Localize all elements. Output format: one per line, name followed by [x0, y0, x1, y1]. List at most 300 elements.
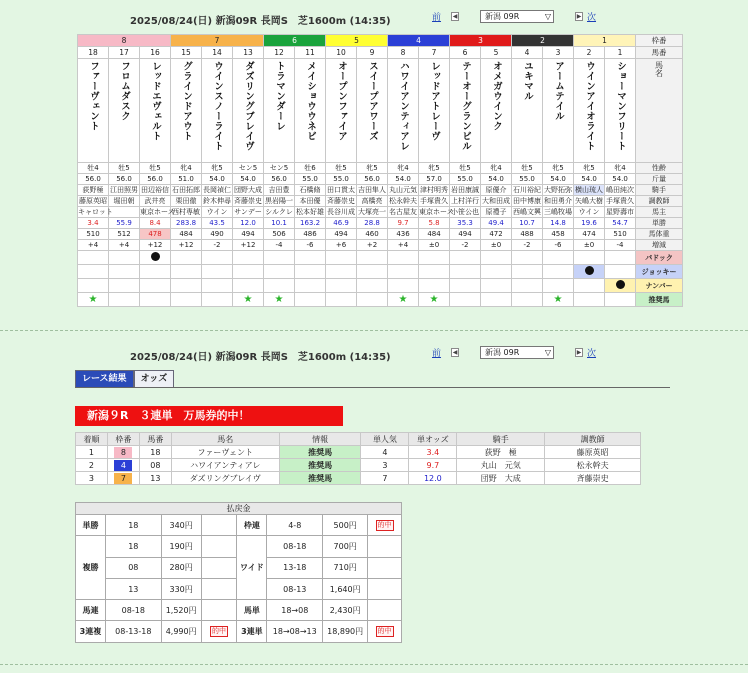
- horse-sex-age: 牡5: [450, 163, 481, 174]
- payout-wakuren-num: 4-8: [267, 515, 323, 536]
- payout-sanrenpuku-label: 3連複: [76, 621, 106, 642]
- horse-weight: 54.0: [481, 174, 512, 185]
- payout-umatan-label: 馬単: [237, 600, 267, 621]
- horse-body: 472: [481, 229, 512, 240]
- horse-number: 9: [357, 47, 388, 59]
- horse-odds[interactable]: 49.4: [481, 218, 512, 229]
- horse-name[interactable]: [140, 59, 171, 163]
- horse-number: 7: [419, 47, 450, 59]
- result-trainer[interactable]: 藤原英昭: [545, 446, 641, 459]
- mark-paddock: [357, 251, 388, 265]
- mark-jockey: [264, 265, 295, 279]
- hit-badge: 的中: [211, 627, 226, 636]
- horse-name[interactable]: [202, 59, 233, 163]
- horse-name-text[interactable]: オメガウインク: [491, 61, 503, 131]
- horse-jockey[interactable]: 原優介: [481, 185, 512, 196]
- horse-number: 18: [78, 47, 109, 59]
- mark-paddock: [233, 251, 264, 265]
- horse-name-text[interactable]: スイープアワーズ: [367, 61, 379, 141]
- horse-name-text[interactable]: ウインアイオライト: [584, 61, 596, 151]
- horse-odds[interactable]: 163.2: [295, 218, 326, 229]
- horse-odds[interactable]: 55.9: [109, 218, 140, 229]
- row-label-owner: 馬主: [636, 207, 683, 218]
- horse-name-text[interactable]: ユキマル: [522, 61, 534, 101]
- horse-odds[interactable]: 35.3: [450, 218, 481, 229]
- horse-owner: [109, 207, 140, 218]
- mark-jockey: [171, 265, 202, 279]
- horse-body: 490: [202, 229, 233, 240]
- horse-name[interactable]: [171, 59, 202, 163]
- horse-weight: 56.0: [140, 174, 171, 185]
- horse-jockey[interactable]: 長岡禎仁: [203, 186, 232, 194]
- horse-diff: +12: [140, 240, 171, 251]
- mark-number: [543, 279, 574, 293]
- horse-body: 486: [295, 229, 326, 240]
- horse-odds[interactable]: 10.1: [264, 218, 295, 229]
- payout-fukusho-pay: 190円: [161, 536, 201, 557]
- horse-weight: 57.0: [419, 174, 450, 185]
- payout-fukusho-num: 18: [105, 536, 161, 557]
- result-prev-arrow-icon[interactable]: ◀: [452, 349, 458, 356]
- bottom-divider: [0, 664, 748, 665]
- result-number: 13: [139, 472, 171, 485]
- horse-sex-age: 牝5: [574, 163, 605, 174]
- payout-wide-num: 08-13: [267, 578, 323, 599]
- mark-recommended: [264, 293, 295, 307]
- horse-name-text[interactable]: アームテイル: [553, 61, 565, 121]
- mark-jockey: [109, 265, 140, 279]
- horse-trainer[interactable]: 松永幹夫: [389, 197, 418, 205]
- horse-sex-age: 牡5: [109, 163, 140, 174]
- horse-diff: ±0: [574, 240, 605, 251]
- waku-badge: 8: [114, 447, 132, 458]
- result-jockey[interactable]: 荻野 極: [457, 446, 545, 459]
- horse-number: 15: [171, 47, 202, 59]
- horse-name[interactable]: [295, 59, 326, 163]
- horse-name[interactable]: [512, 59, 543, 163]
- mark-number: [109, 279, 140, 293]
- payout-umatan-num: 18→08: [267, 600, 323, 621]
- result-rank: 2: [76, 459, 108, 472]
- result-header-cell: 着順: [76, 433, 108, 446]
- horse-name-text[interactable]: グラインドアウト: [181, 61, 193, 141]
- horse-trainer[interactable]: 藤原英昭: [79, 197, 107, 205]
- horse-jockey[interactable]: 石川裕紀: [513, 186, 542, 194]
- horse-diff: +12: [233, 240, 264, 251]
- horse-body: 436: [388, 229, 419, 240]
- horse-weight: 54.0: [574, 174, 605, 185]
- horse-jockey[interactable]: 岩田康誠: [451, 186, 480, 194]
- horse-trainer[interactable]: 斉藤崇史: [234, 197, 263, 205]
- mark-paddock: [605, 251, 636, 265]
- horse-weight: 55.0: [326, 174, 357, 185]
- prev-race-link[interactable]: 前: [432, 13, 442, 23]
- horse-sex-age: セン5: [264, 163, 295, 174]
- section-divider: [0, 330, 748, 331]
- horse-jockey[interactable]: 江田照男: [110, 186, 138, 194]
- waku-5: 5: [326, 35, 388, 47]
- horse-body: 494: [326, 229, 357, 240]
- payout-wide-pay: 1,640円: [323, 578, 368, 599]
- hit-badge: 的中: [377, 520, 392, 529]
- mark-jockey: [78, 265, 109, 279]
- horse-jockey[interactable]: 津村明秀: [420, 186, 449, 194]
- mark-recommended: [295, 293, 326, 307]
- result-header-cell: 枠番: [107, 433, 139, 446]
- mark-recommended: [605, 293, 636, 307]
- mark-number: [574, 279, 605, 293]
- horse-number: 16: [140, 47, 171, 59]
- payout-wide-hit: [368, 536, 402, 557]
- horse-odds[interactable]: 19.6: [574, 218, 605, 229]
- horse-name[interactable]: [419, 59, 450, 163]
- horse-name[interactable]: [233, 59, 264, 163]
- waku-badge: 7: [114, 473, 132, 484]
- horse-odds[interactable]: 9.7: [388, 218, 419, 229]
- horse-name[interactable]: [481, 59, 512, 163]
- horse-name[interactable]: [326, 59, 357, 163]
- result-tabs: [75, 370, 174, 388]
- horse-odds[interactable]: 5.8: [419, 218, 450, 229]
- horse-trainer[interactable]: 手塚貴久: [420, 197, 449, 205]
- horse-name-text[interactable]: ダズリングブレイヴ: [243, 61, 255, 151]
- horse-owner: 西嶋文興: [513, 208, 542, 216]
- race-select[interactable]: 新潟 09R ▽: [480, 10, 554, 23]
- horse-sex-age: 牡6: [295, 163, 326, 174]
- payout-title: 払戻金: [76, 503, 402, 515]
- payout-wide-num: 08-18: [267, 536, 323, 557]
- horse-name-text[interactable]: オープンファイア: [336, 61, 348, 141]
- star-icon: ★: [243, 293, 253, 305]
- horse-diff: +6: [326, 240, 357, 251]
- result-number: 08: [139, 459, 171, 472]
- result-prev-link[interactable]: 前: [432, 349, 442, 359]
- result-next-link[interactable]: 次: [587, 349, 597, 359]
- mark-paddock: [388, 251, 419, 265]
- horse-sex-age: 牡4: [78, 163, 109, 174]
- mark-paddock: [109, 251, 140, 265]
- horse-owner: 西村専敏: [172, 208, 201, 216]
- result-odds: 3.4: [409, 446, 457, 459]
- tab-odds[interactable]: オッズ: [134, 370, 175, 388]
- horse-name[interactable]: [357, 59, 388, 163]
- mark-number: [171, 279, 202, 293]
- result-jockey[interactable]: 丸山 元気: [457, 459, 545, 472]
- mark-number: [357, 279, 388, 293]
- horse-sex-age: 牡5: [512, 163, 543, 174]
- result-odds: 9.7: [409, 459, 457, 472]
- horse-name-text[interactable]: ファーヴェント: [88, 61, 99, 131]
- horse-diff: ±0: [419, 240, 450, 251]
- result-trainer[interactable]: 松永幹夫: [545, 459, 641, 472]
- row-label-body: 馬体重: [636, 229, 683, 240]
- horse-trainer[interactable]: 武井亮: [140, 196, 171, 207]
- hit-badge: 的中: [377, 627, 392, 636]
- horse-body: 506: [264, 229, 295, 240]
- horse-sex-age: 牝5: [202, 163, 233, 174]
- payout-wide-pay: 700円: [323, 536, 368, 557]
- horse-jockey[interactable]: 田口貫太: [327, 186, 356, 194]
- horse-jockey[interactable]: 団野大成: [234, 186, 263, 194]
- name-label-text: 馬名: [654, 61, 664, 77]
- horse-owner: キャロット: [78, 208, 113, 216]
- horse-body: 488: [512, 229, 543, 240]
- horse-body: 510: [78, 229, 109, 240]
- payout-wide-label: ワイド: [237, 536, 267, 600]
- horse-name[interactable]: [543, 59, 574, 163]
- horse-name-text[interactable]: レッドエヴェルト: [150, 61, 161, 141]
- horse-weight: 55.0: [512, 174, 543, 185]
- horse-number: 8: [388, 47, 419, 59]
- horse-jockey[interactable]: 吉田豊: [264, 185, 295, 196]
- row-label-jockey: 騎手: [636, 185, 683, 196]
- horse-diff: +4: [388, 240, 419, 251]
- mark-recommended: [78, 293, 109, 307]
- horse-owner: 原禮子: [481, 207, 512, 218]
- tab-race-result[interactable]: レース結果: [75, 370, 134, 388]
- star-icon: ★: [429, 293, 439, 305]
- horse-odds[interactable]: 3.4: [78, 218, 109, 229]
- mark-number: [605, 279, 636, 293]
- horse-name-text[interactable]: メイショウウネビ: [305, 61, 317, 141]
- horse-name[interactable]: [109, 59, 140, 163]
- horse-trainer[interactable]: 上村洋行: [451, 197, 480, 205]
- result-horse-name[interactable]: ファーヴェント: [171, 446, 279, 459]
- horse-weight: 55.0: [295, 174, 326, 185]
- horse-trainer[interactable]: 手塚貴久: [606, 197, 635, 205]
- horse-owner: 東京ホース: [419, 208, 454, 216]
- payout-tansho-hit: [201, 515, 237, 536]
- result-horse-name[interactable]: ダズリングブレイヴ: [171, 472, 279, 485]
- payout-tansho-num: 18: [105, 515, 161, 536]
- waku-label: 枠番: [636, 35, 683, 47]
- next-race-link[interactable]: 次: [587, 13, 597, 23]
- mark-recommended: [109, 293, 140, 307]
- horse-diff: +4: [78, 240, 109, 251]
- result-table: [75, 432, 641, 485]
- horse-weight: 56.0: [109, 174, 140, 185]
- payout-sanrenpuku-num: 08-13-18: [105, 621, 161, 642]
- horse-name-text[interactable]: ショーマンフリート: [615, 61, 627, 151]
- tag-recommended[interactable]: 推奨馬: [636, 293, 683, 307]
- payout-wide-hit: [368, 557, 402, 578]
- mark-paddock: [326, 251, 357, 265]
- horse-name-text[interactable]: テーオーグランビル: [460, 61, 472, 151]
- result-header-cell: 調教師: [545, 433, 641, 446]
- horse-sex-age: 牝4: [388, 163, 419, 174]
- horse-odds[interactable]: 12.0: [233, 218, 264, 229]
- horse-trainer[interactable]: 黒岩陽一: [265, 197, 294, 205]
- result-waku: [107, 459, 139, 472]
- race-title: 2025/08/24(日) 新潟09R 長岡S 芝1600m (14:35): [130, 16, 391, 27]
- mark-paddock: [481, 251, 512, 265]
- payout-wakuren-label: 枠連: [237, 515, 267, 536]
- horse-number: 5: [481, 47, 512, 59]
- result-info: 推奨馬: [279, 446, 361, 459]
- horse-weight: 55.0: [450, 174, 481, 185]
- horse-odds[interactable]: 54.7: [605, 218, 636, 229]
- horse-body: 494: [233, 229, 264, 240]
- mark-jockey: [450, 265, 481, 279]
- horse-name[interactable]: [450, 59, 481, 163]
- prev-arrow-icon[interactable]: ◀: [452, 13, 458, 20]
- mark-number: [326, 279, 357, 293]
- payout-wide-pay: 710円: [323, 557, 368, 578]
- horse-number: 12: [264, 47, 295, 59]
- payout-fukusho-hit: [201, 578, 237, 599]
- horse-weight: 54.0: [388, 174, 419, 185]
- horse-body: 458: [543, 229, 574, 240]
- payout-wakuren-pay: 500円: [323, 515, 368, 536]
- payout-fukusho-label: 複勝: [76, 536, 106, 600]
- payout-fukusho-pay: 330円: [161, 578, 201, 599]
- horse-name[interactable]: [574, 59, 605, 163]
- row-label-sex-age: 性齢: [636, 163, 683, 174]
- next-arrow-icon[interactable]: ▶: [576, 13, 582, 20]
- result-header: [0, 346, 748, 362]
- mark-paddock: [171, 251, 202, 265]
- horse-weight: 54.0: [202, 174, 233, 185]
- horse-trainer[interactable]: 和田勇介: [544, 197, 573, 205]
- result-trainer[interactable]: 斉藤崇史: [545, 472, 641, 485]
- horse-diff: +4: [109, 240, 140, 251]
- num-label: 馬番: [636, 47, 683, 59]
- horse-jockey[interactable]: 石田拓郎: [172, 186, 201, 194]
- tag-paddock[interactable]: パドック: [636, 251, 683, 265]
- mark-jockey: [202, 265, 233, 279]
- horse-jockey[interactable]: 吉田隼人: [358, 186, 387, 194]
- horse-trainer[interactable]: 大和田成: [482, 197, 511, 205]
- horse-jockey[interactable]: 横山琉人: [575, 186, 604, 194]
- horse-jockey[interactable]: 荻野極: [78, 185, 109, 196]
- horse-jockey[interactable]: 石橋脩: [295, 185, 326, 196]
- mark-number: [419, 279, 450, 293]
- horse-owner: 名古屋友: [389, 208, 418, 216]
- horse-owner: 松本好雄: [296, 208, 325, 216]
- mark-jockey: [481, 265, 512, 279]
- mark-number: [233, 279, 264, 293]
- horse-name[interactable]: [78, 59, 109, 163]
- horse-trainer[interactable]: 田中博康: [513, 197, 542, 205]
- payout-umaren-pay: 1,520円: [161, 600, 201, 621]
- mark-jockey: [388, 265, 419, 279]
- mark-recommended: [326, 293, 357, 307]
- horse-odds[interactable]: 28.8: [357, 218, 388, 229]
- waku-3: 3: [450, 35, 512, 47]
- payout-umaren-num: 08-18: [105, 600, 161, 621]
- mark-recommended: [512, 293, 543, 307]
- horse-diff: +2: [357, 240, 388, 251]
- horse-odds[interactable]: 8.4: [140, 218, 171, 229]
- horse-trainer[interactable]: 本田優: [295, 196, 326, 207]
- horse-odds[interactable]: 43.5: [202, 218, 233, 229]
- horse-sex-age: 牝5: [419, 163, 450, 174]
- result-header-cell: 馬番: [139, 433, 171, 446]
- payout-fukusho-hit: [201, 536, 237, 557]
- horse-sex-age: 牡5: [326, 163, 357, 174]
- horse-trainer[interactable]: 矢嶋大樹: [575, 197, 604, 205]
- row-label-diff: 増減: [636, 240, 683, 251]
- result-horse-name[interactable]: ハワイアンティアレ: [171, 459, 279, 472]
- horse-owner: 大塚亮一: [358, 208, 387, 216]
- horse-name-text[interactable]: トラマンダーレ: [274, 61, 286, 131]
- waku-row: [78, 35, 683, 47]
- mark-jockey: [419, 265, 450, 279]
- payout-umaren-hit: [201, 600, 237, 621]
- mark-jockey: [512, 265, 543, 279]
- payout-umatan-pay: 2,430円: [323, 600, 368, 621]
- horse-diff: -4: [264, 240, 295, 251]
- mark-dot-icon: [151, 252, 160, 261]
- horse-jockey[interactable]: 丸山元気: [389, 186, 418, 194]
- horse-odds[interactable]: 283.8: [171, 218, 202, 229]
- mark-recommended: [357, 293, 388, 307]
- horse-body: 494: [450, 229, 481, 240]
- horse-trainer[interactable]: 鈴木伸尋: [203, 197, 232, 205]
- star-icon: ★: [398, 293, 408, 305]
- mark-jockey: [295, 265, 326, 279]
- horse-weight: 56.0: [78, 174, 109, 185]
- result-jockey[interactable]: 団野 大成: [457, 472, 545, 485]
- horse-trainer[interactable]: 堀田朝: [109, 196, 140, 207]
- horse-diff: +12: [171, 240, 202, 251]
- mark-paddock: [78, 251, 109, 265]
- result-popularity: 4: [361, 446, 409, 459]
- payout-sanrentan-label: 3連単: [237, 621, 267, 642]
- horse-owner: 星野壽市: [606, 208, 635, 216]
- horse-trainer[interactable]: 斉藤崇史: [327, 197, 356, 205]
- horse-trainer[interactable]: 栗田徹: [171, 196, 202, 207]
- result-info: 推奨馬: [279, 472, 361, 485]
- horse-owner: ウイン: [202, 207, 233, 218]
- horse-jockey[interactable]: 田辺裕信: [141, 186, 169, 194]
- waku-badge: 4: [114, 460, 132, 471]
- horse-body: 460: [357, 229, 388, 240]
- mark-jockey: [605, 265, 636, 279]
- horse-name-text[interactable]: フロムダスク: [119, 61, 130, 121]
- horse-diff: -6: [295, 240, 326, 251]
- horse-jockey[interactable]: 大野拓弥: [544, 186, 573, 194]
- mark-paddock: [202, 251, 233, 265]
- horse-name[interactable]: [605, 59, 636, 163]
- horse-odds[interactable]: 14.8: [543, 218, 574, 229]
- horse-name-text[interactable]: ウインスノーライト: [212, 61, 224, 151]
- horse-name[interactable]: [264, 59, 295, 163]
- mark-paddock: [574, 251, 605, 265]
- result-rank: 1: [76, 446, 108, 459]
- payout-umatan-hit: [368, 600, 402, 621]
- tag-number[interactable]: ナンバー: [636, 279, 683, 293]
- tag-jockey[interactable]: ジョッキー: [636, 265, 683, 279]
- payout-sanrentan-pay: 18,890円: [323, 621, 368, 642]
- horse-name-text[interactable]: ハワイアンティアレ: [398, 61, 410, 151]
- horse-jockey[interactable]: 嶋田純次: [606, 186, 635, 194]
- mark-recommended: [543, 293, 574, 307]
- horse-name[interactable]: [388, 59, 419, 163]
- result-next-arrow-icon[interactable]: ▶: [576, 349, 582, 356]
- waku-8: 8: [78, 35, 171, 47]
- horse-number: 1: [605, 47, 636, 59]
- horse-odds[interactable]: 10.7: [512, 218, 543, 229]
- horse-name-text[interactable]: レッドアトレーヴ: [429, 61, 441, 141]
- chevron-down-icon: ▽: [544, 12, 551, 21]
- horse-trainer[interactable]: 高橋亮: [357, 196, 388, 207]
- mark-number: [295, 279, 326, 293]
- mark-recommended: [233, 293, 264, 307]
- horse-owner: 東京ホース: [140, 208, 175, 216]
- horse-odds[interactable]: 46.9: [326, 218, 357, 229]
- result-race-select[interactable]: 新潟 09R ▽: [480, 346, 554, 359]
